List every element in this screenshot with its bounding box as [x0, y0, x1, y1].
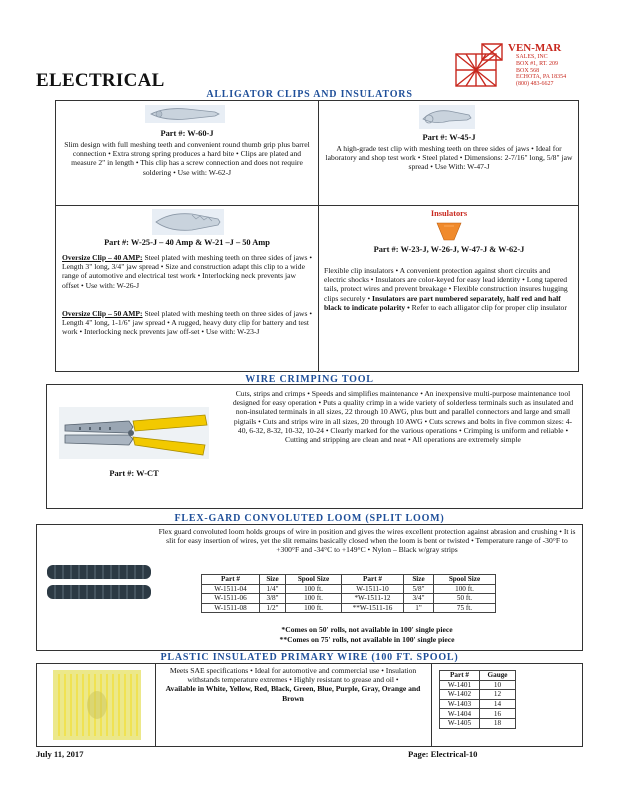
product-w45 [322, 105, 576, 203]
oversize-50-text: Steel plated with meshing teeth on three sides of jaws • Length 4" long, 1-1/6" jaw spread • A rugged, heavy duty clip for battery and test work • Interlocking neck prevents jaw off-set • Use with: W-23-J [62, 309, 313, 337]
table-row: W-1511-04 1/4" 100 ft. W-1511-10 5/8" 100 ft. [202, 584, 496, 594]
section-heading-alligator: ALLIGATOR CLIPS AND INSULATORS [206, 89, 413, 100]
loom-note-75: **Comes on 75' rolls, not available in 100' single piece [279, 635, 455, 644]
product-description: Cuts, strips and crimps • Speeds and simplifies maintenance • An inexpensive multi-purpose maintenance tool designed for easy operation • Puts a quality crimp in a wide variety of solderless terminals such as insulated and non-insulated terminals in all sizes, 22 through 10 AWG, plus butt and parallel connectors and large and small pigtails • Cuts and strips wire in all sizes, 20 through 10 AWG • Cuts screws and bolts in five common sizes: 4-40, 6-32, 8-32, 10-32, 10-24 • Clearly marked for the various operations • Crimping is uniform and reliable • Cutting and stripping are clean and neat • All operations are extremely simple [232, 389, 574, 445]
table-row: W-1511-06 3/8" 100 ft. *W-1511-12 3/4" 50 ft. [202, 594, 496, 604]
page-title: ELECTRICAL [36, 70, 165, 91]
crimping-tool-icon [59, 407, 209, 459]
wire-gauge-table [439, 670, 516, 729]
part-number: Part #: W-25-J – 40 Amp & W-21 –J – 50 Amp [104, 238, 270, 247]
oversize-50-label: Oversize Clip – 50 AMP: [62, 309, 143, 318]
loom-note-50: *Comes on 50' rolls, not available in 100' single piece [281, 625, 453, 634]
table-header-row: Part # Gauge [440, 671, 516, 681]
vertical-divider [155, 664, 156, 746]
part-number: Part #: W-60-J [160, 129, 214, 138]
oversize-50-description [62, 309, 314, 337]
oversize-40-text: Steel plated with meshing teeth on three sides of jaws • Length 3" long, 3/4" jaw spread • Size and construction adapt this clip to a wide range of automotive and electrical test work • Interlocking neck prevents jaw offset • Use with: W-26-J [62, 253, 313, 290]
product-insulators [322, 209, 576, 369]
part-number: Part #: W-23-J, W-26-J, W-47-J & W-62-J [373, 245, 525, 254]
table-row: W-1402 12 [440, 690, 516, 700]
wire-spool-icon [51, 668, 143, 742]
logo-address: SALES, INC BOX #1, RT. 209 BOX 568 ECHOTA, PA 18354 (800) 483-6627 [516, 54, 567, 88]
table-row: W-1511-08 1/2" 100 ft. **W-1511-16 1" 75 ft. [202, 603, 496, 613]
table-row: W-1403 14 [440, 699, 516, 709]
product-description: Flexible clip insulators • A convenient protection against short circuits and electric shocks • Insulators are color-keyed for easy lead identity • Long tapered tails, protect wires and prevent breakage • Flexible construction insures hugging clips securely • Insulators are part numbered separately, half red and half black to indicate polarity • Refer to each alligator clip for proper clip insulator [324, 266, 568, 312]
table-row: W-1405 18 [440, 718, 516, 728]
alligator-section [55, 100, 579, 372]
oversize-clip-icon [152, 209, 224, 235]
footer-page: Page: Electrical-10 [408, 749, 478, 759]
product-w60 [60, 105, 314, 203]
footer-date: July 11, 2017 [36, 749, 84, 759]
product-w25 [60, 209, 314, 369]
split-loom-icon [45, 559, 153, 609]
logo-mark-icon [452, 40, 504, 92]
oversize-40-label: Oversize Clip – 40 AMP: [62, 253, 143, 262]
vertical-divider [318, 101, 319, 371]
part-number: Part #: W-45-J [422, 133, 476, 142]
section-heading-crimp: WIRE CRIMPING TOOL [245, 374, 374, 385]
horizontal-divider [56, 205, 578, 206]
product-description: A high-grade test clip with meshing teeth on three sides of jaws • Ideal for laboratory and shop test work • Steel plated • Dimensions: 2-7/16" long, 5/8" jaw spread • Use With: W-47-J [325, 144, 573, 172]
product-description: Flex guard convoluted loom holds groups of wire in position and gives the wires excellent protection against abrasion and crushing • It is slit for easy insertion of wires, yet the slit remains basically closed when the loom is bent or twisted • Temperature range of -30°F to +300°F and -34°C to +149°C • Nylon – Black w/gray strips [158, 527, 576, 555]
vertical-divider [431, 664, 432, 746]
table-row: W-1404 16 [440, 709, 516, 719]
product-description: Meets SAE specifications • Ideal for automotive and commercial use • Insulation withstands temperature extremes • Highly resistant to grease and oil • Available in White, Yellow, Red, Black, Green, Blue, Purple, Gray, Orange and Brown [165, 666, 421, 703]
insulators-label: Insulators [430, 209, 468, 218]
section-heading-loom: FLEX-GARD CONVOLUTED LOOM (SPLIT LOOM) [174, 513, 445, 524]
logo-name: VEN-MAR [508, 42, 562, 54]
test-clip-icon [419, 105, 475, 129]
table-header-row: Part # Size Spool Size Part # Size Spool Size [202, 575, 496, 585]
section-heading-wire: PLASTIC INSULATED PRIMARY WIRE (100 FT. SPOOL) [160, 652, 459, 663]
alligator-clip-icon [145, 105, 225, 123]
crimp-section [46, 384, 583, 509]
part-number: Part #: W-CT [109, 469, 159, 478]
table-row: W-1401 10 [440, 680, 516, 690]
loom-table [201, 574, 496, 613]
oversize-40-description [62, 253, 314, 290]
loom-section [36, 524, 583, 651]
product-description: Slim design with full meshing teeth and convenient round thumb grip plus barrel connection • Extra strong spring produces a hard bite • Clips are plated and measure 2" in length • This clip has a screw connection and does not require soldering • Use with: W-62-J [64, 140, 310, 177]
wire-section [36, 663, 583, 747]
insulator-icon [434, 220, 464, 242]
